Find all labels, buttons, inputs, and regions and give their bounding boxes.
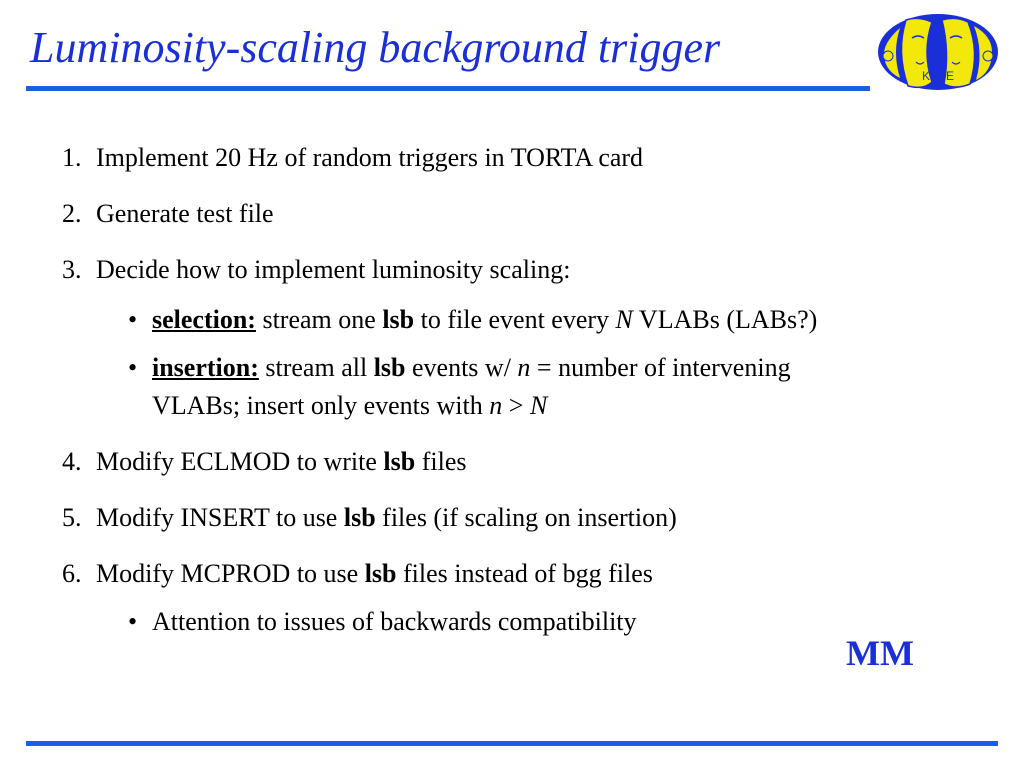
item-number: 2. bbox=[62, 199, 82, 228]
list-item-5 bbox=[62, 502, 677, 534]
list-item-6 bbox=[62, 558, 653, 590]
list-item-4 bbox=[62, 446, 467, 478]
item-number: 6. bbox=[62, 559, 82, 588]
variable-N: N bbox=[615, 305, 633, 334]
lsb-term: lsb bbox=[383, 447, 416, 476]
sub-text: > bbox=[502, 391, 530, 420]
item-text: files bbox=[415, 447, 467, 476]
item-text: Implement 20 Hz of random triggers in TORTA card bbox=[96, 143, 644, 172]
item-number: 4. bbox=[62, 447, 82, 476]
item-text: Generate test file bbox=[96, 199, 274, 228]
lsb-term: lsb bbox=[382, 305, 415, 334]
sub-text: Attention to issues of backwards compatibility bbox=[152, 607, 637, 636]
sub-text: stream one bbox=[255, 305, 383, 334]
item-text: files (if scaling on insertion) bbox=[375, 503, 677, 532]
list-item-2 bbox=[62, 198, 274, 230]
author-initials: MM bbox=[846, 633, 914, 673]
sub-item-insertion bbox=[128, 352, 791, 384]
item-text: files instead of bgg files bbox=[396, 559, 653, 588]
item-number: 5. bbox=[62, 503, 82, 532]
sub-text: to file event every bbox=[414, 305, 616, 334]
title-underline bbox=[26, 86, 870, 91]
lsb-term: lsb bbox=[373, 353, 406, 382]
sub-text: events w/ bbox=[405, 353, 518, 382]
item-text: Modify INSERT to use bbox=[96, 503, 344, 532]
slide-title: Luminosity-scaling background trigger bbox=[30, 23, 721, 72]
variable-N: N bbox=[529, 391, 548, 420]
list-item-3 bbox=[62, 254, 570, 286]
list-item-1 bbox=[62, 142, 643, 174]
lsb-term: lsb bbox=[343, 503, 376, 532]
variable-n: n bbox=[517, 353, 531, 382]
kloe-logo-icon bbox=[876, 12, 1000, 92]
bullet: • bbox=[128, 353, 138, 382]
footer-rule bbox=[26, 741, 998, 746]
bullet: • bbox=[128, 305, 138, 334]
sub-text: = number of intervening bbox=[530, 353, 791, 382]
sub-text: VLABs (LABs?) bbox=[632, 305, 818, 334]
variable-n: n bbox=[489, 391, 503, 420]
selection-label: selection: bbox=[152, 305, 256, 334]
sub-item-insertion-line2 bbox=[152, 390, 547, 422]
sub-item-attention bbox=[128, 606, 637, 638]
insertion-label: insertion: bbox=[152, 353, 259, 382]
bullet: • bbox=[128, 607, 138, 636]
item-text: Decide how to implement luminosity scaling: bbox=[96, 255, 571, 284]
item-number: 1. bbox=[62, 143, 82, 172]
sub-text: stream all bbox=[258, 353, 374, 382]
sub-text: VLABs; insert only events with bbox=[152, 391, 490, 420]
item-number: 3. bbox=[62, 255, 82, 284]
item-text: Modify MCPROD to use bbox=[96, 559, 365, 588]
item-text: Modify ECLMOD to write bbox=[96, 447, 384, 476]
lsb-term: lsb bbox=[364, 559, 397, 588]
sub-item-selection bbox=[128, 304, 817, 336]
logo-text: KLOE bbox=[921, 69, 955, 83]
